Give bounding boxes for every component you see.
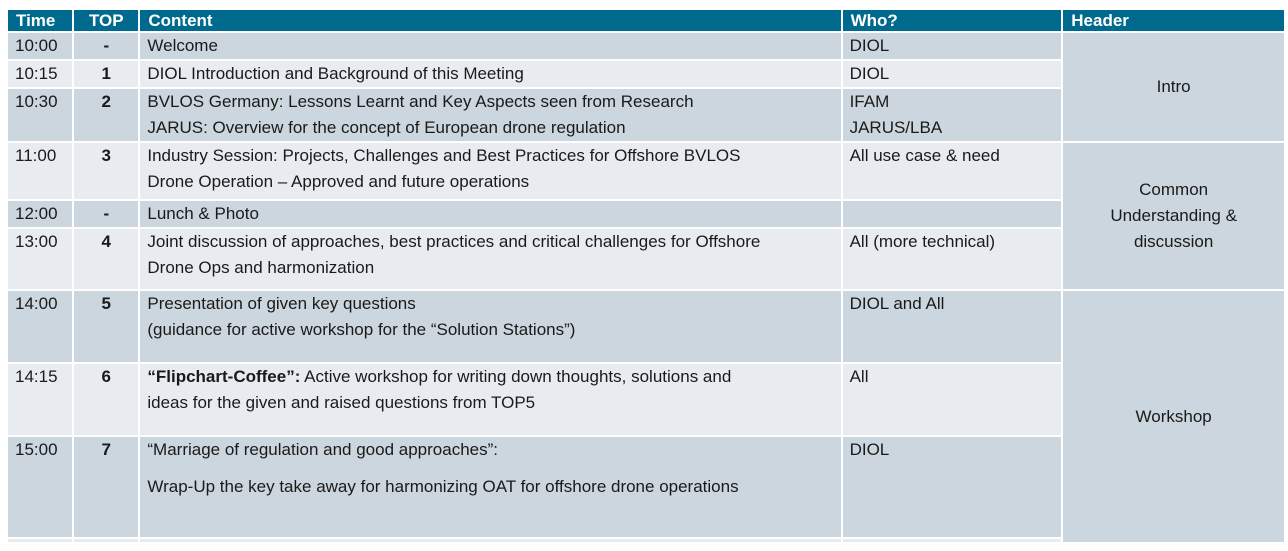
time-cell: 10:15 — [8, 61, 72, 87]
content-cell — [140, 437, 840, 537]
content-cell: Welcome — [140, 33, 840, 59]
content-line: (guidance for active workshop for the “Solution Stations”) — [147, 320, 576, 339]
time-cell: 11:00 — [8, 143, 72, 199]
time-cell: 14:15 — [8, 364, 72, 435]
who-cell: All (more technical) — [843, 229, 1062, 289]
content-cell — [140, 89, 840, 141]
content-cell — [140, 364, 840, 435]
top-cell: 5 — [74, 291, 138, 362]
column-header-top: TOP — [74, 10, 138, 31]
content-line: Joint discussion of approaches, best practices and critical challenges for Offshore — [147, 232, 761, 251]
column-header-time: Time — [8, 10, 72, 31]
content-line: ideas for the given and raised questions from TOP5 — [147, 393, 536, 412]
time-cell: 15:00 — [8, 437, 72, 537]
time-cell: 12:00 — [8, 201, 72, 227]
header-line: discussion — [1133, 232, 1214, 251]
top-cell: 2 — [74, 89, 138, 141]
content-line: Industry Session: Projects, Challenges and Best Practices for Offshore BVLOS — [147, 146, 741, 165]
spacer — [147, 463, 833, 474]
who-cell: DIOL — [843, 61, 1062, 87]
agenda-table — [6, 8, 1286, 544]
who-cell — [843, 89, 1062, 141]
content-cell — [140, 291, 840, 362]
content-line: JARUS: Overview for the concept of European drone regulation — [147, 118, 626, 137]
content-cell — [140, 143, 840, 199]
content-line: Wrap-Up the key take away for harmonizing OAT for offshore drone operations — [147, 477, 739, 496]
empty-cell — [140, 539, 840, 542]
top-cell: 7 — [74, 437, 138, 537]
time-cell: 10:00 — [8, 33, 72, 59]
content-line: Presentation of given key questions — [147, 294, 416, 313]
header-line: Common — [1139, 180, 1209, 199]
time-cell: 14:00 — [8, 291, 72, 362]
top-cell: 4 — [74, 229, 138, 289]
who-cell — [843, 201, 1062, 227]
column-header-who: Who? — [843, 10, 1062, 31]
top-cell: 3 — [74, 143, 138, 199]
top-cell: 1 — [74, 61, 138, 87]
header-line: Understanding & — [1110, 206, 1237, 225]
empty-cell — [74, 539, 138, 542]
top-cell: 6 — [74, 364, 138, 435]
section-header-common — [1063, 143, 1284, 289]
section-header-workshop: Workshop — [1063, 291, 1284, 542]
who-cell: DIOL — [843, 437, 1062, 537]
section-header-intro: Intro — [1063, 33, 1284, 141]
content-line: Drone Ops and harmonization — [147, 258, 375, 277]
table-row — [8, 291, 1284, 362]
table-row — [8, 143, 1284, 199]
table-row — [8, 33, 1284, 59]
time-cell: 13:00 — [8, 229, 72, 289]
content-line: “Marriage of regulation and good approaches”: — [147, 440, 498, 459]
empty-cell — [8, 539, 72, 542]
who-cell: All — [843, 364, 1062, 435]
content-line: Drone Operation – Approved and future operations — [147, 172, 530, 191]
content-text: Active workshop for writing down thoughts, solutions and — [300, 367, 732, 386]
who-cell: DIOL and All — [843, 291, 1062, 362]
top-cell: - — [74, 201, 138, 227]
who-line: IFAM — [849, 92, 890, 111]
top-cell: - — [74, 33, 138, 59]
column-header-header: Header — [1063, 10, 1284, 31]
who-cell: DIOL — [843, 33, 1062, 59]
content-line: BVLOS Germany: Lessons Learnt and Key Aspects seen from Research — [147, 92, 694, 111]
flipchart-coffee-title: “Flipchart-Coffee”: — [147, 367, 301, 386]
content-cell: DIOL Introduction and Background of this Meeting — [140, 61, 840, 87]
column-header-content: Content — [140, 10, 840, 31]
content-line — [147, 364, 833, 390]
content-cell — [140, 229, 840, 289]
who-line: JARUS/LBA — [849, 118, 943, 137]
time-cell: 10:30 — [8, 89, 72, 141]
empty-cell — [843, 539, 1062, 542]
header-row — [8, 10, 1284, 31]
who-cell: All use case & need — [843, 143, 1062, 199]
content-cell: Lunch & Photo — [140, 201, 840, 227]
